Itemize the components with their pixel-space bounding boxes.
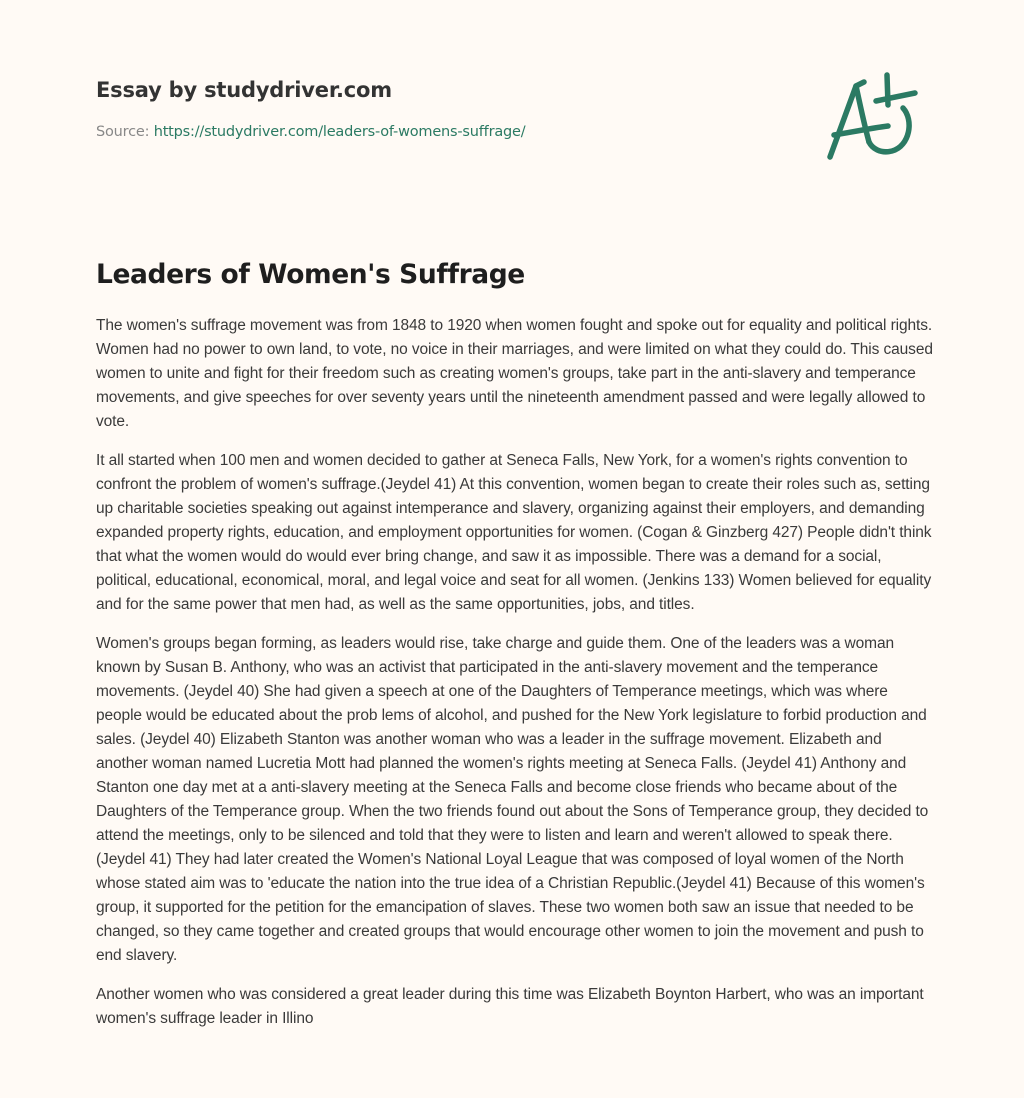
paragraph: Another women who was considered a great leader during this time was Elizabeth Boynton Harbert, who was an important women's suffrage leader in Illino [96,986,924,1027]
source-line [96,121,796,143]
source-label: Source: [96,124,154,140]
article-title: Leaders of Women's Suffrage [96,259,525,290]
article-body [96,314,936,1046]
a-plus-grade-icon [822,64,932,169]
page-header [96,74,796,143]
site-brand: Essay by studydriver.com [96,78,392,102]
paragraph: It all started when 100 men and women decided to gather at Seneca Falls, New York, for a women's rights convention to confront the problem of women's suffrage.(Jeydel 41) At this convention, women began to create their roles such as, setting up charitable societies speaking out against intemperance and slavery, organizing against their employers, and demanding expanded property rights, education, and employment opportunities for women. (Cogan & Ginzberg 427) People didn't think that what the women would do would ever bring change, and saw it as impossible. There was a demand for a social, political, educational, economical, moral, and legal voice and seat for all women. (Jenkins 133) Women believed for equality and for the same power that men had, as well as the same opportunities, jobs, and titles. [96,452,932,613]
source-link[interactable]: https://studydriver.com/leaders-of-womens-suffrage/ [153,124,526,140]
paragraph: The women's suffrage movement was from 1848 to 1920 when women fought and spoke out for equality and political rights. Women had no power to own land, to vote, no voice in their marriages, and were limited on what they could do. This caused women to unite and fight for their freedom such as creating women's groups, take part in the anti-slavery and temperance movements, and give speeches for over seventy years until the nineteenth amendment passed and were legally allowed to vote. [96,317,933,430]
paragraph: Women's groups began forming, as leaders would rise, take charge and guide them. One of the leaders was a woman known by Susan B. Anthony, who was an activist that participated in the anti-slavery movement and the temperance movements. (Jeydel 40) She had given a speech at one of the Daughters of Temperance meetings, which was where people would be educated about the prob lems of alcohol, and pushed for the New York legislature to forbid production and sales. (Jeydel 40) Elizabeth Stanton was another woman who was a leader in the suffrage movement. Elizabeth and another woman named Lucretia Mott had planned the women's rights meeting at Seneca Falls. (Jeydel 41) Anthony and Stanton one day met at a anti-slavery meeting at the Seneca Falls and become close friends who became about of the Daughters of the Temperance group. When the two friends found out about the Sons of Temperance group, they decided to attend the meetings, only to be silenced and told that they were to listen and learn and weren't allowed to speak there. (Jeydel 41) They had later created the Women's National Loyal League that was composed of loyal women of the North whose stated aim was to 'educate the nation into the true idea of a Christian Republic.(Jeydel 41) Because of this women's group, it supported for the petition for the emancipation of slaves. These two women both saw an issue that needed to be changed, so they came together and created groups that would encourage other women to join the movement and push to end slavery. [96,635,929,964]
